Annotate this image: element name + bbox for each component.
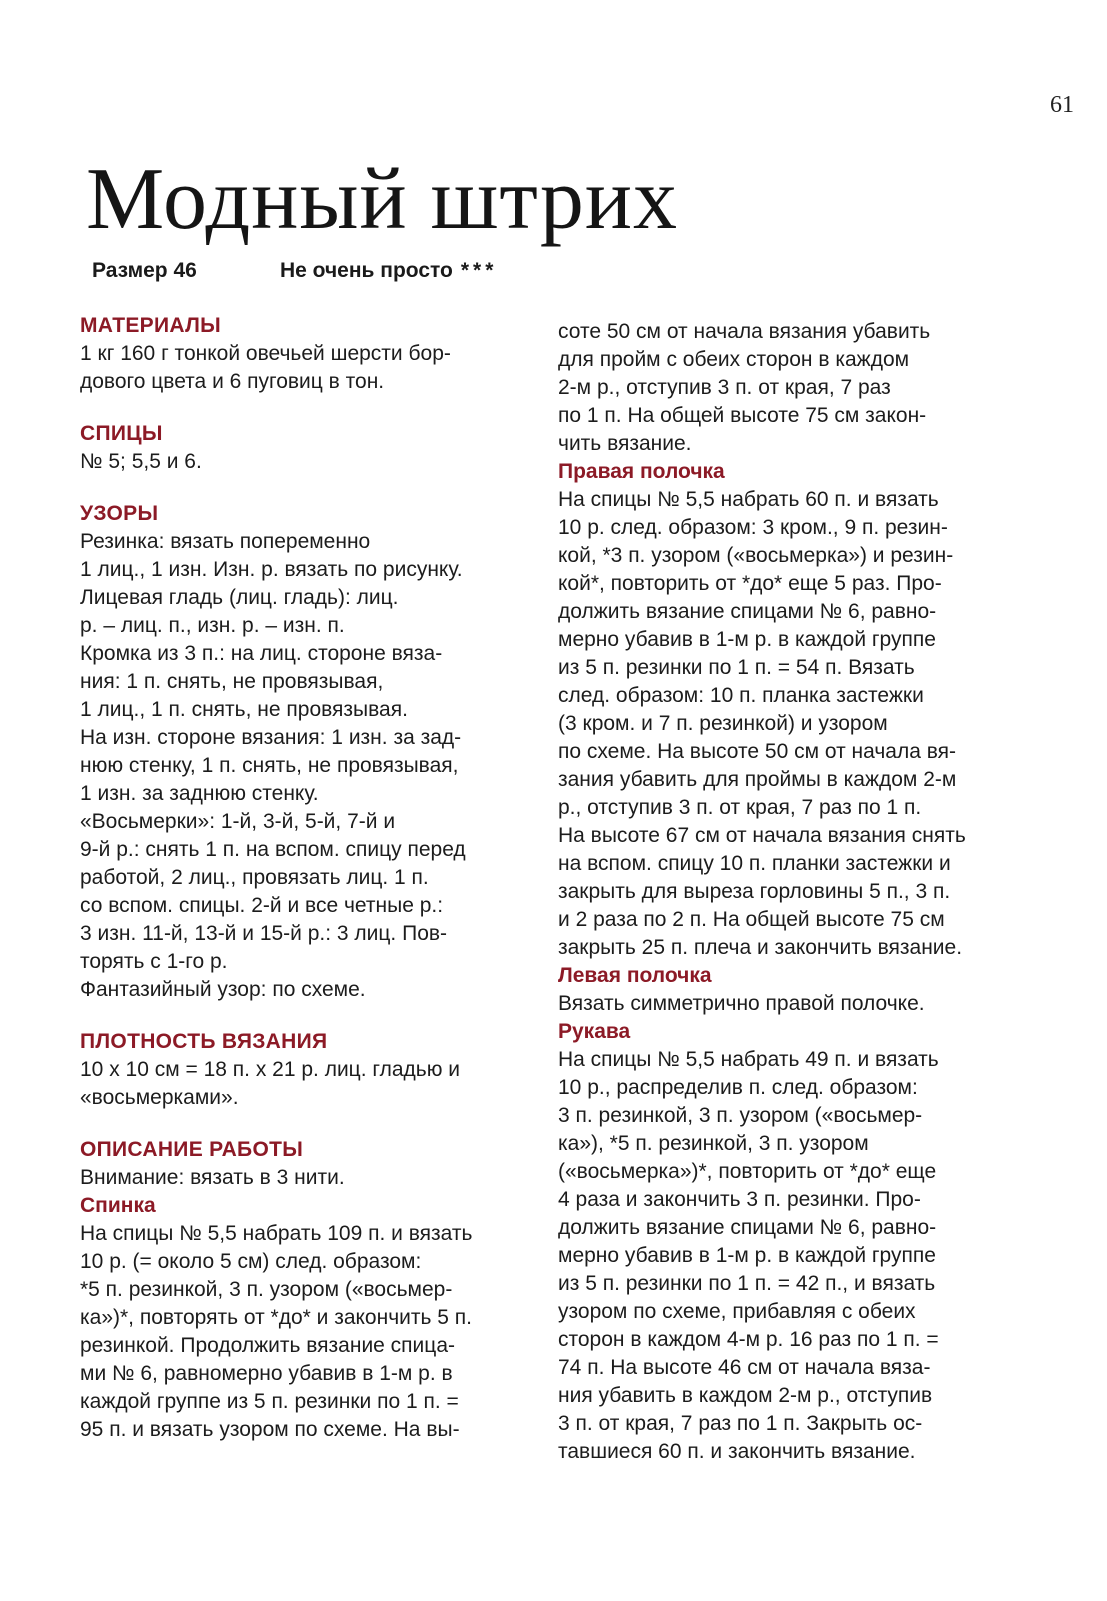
- text-line: ка»), *5 п. резинкой, 3 п. узором: [558, 1132, 869, 1155]
- back-text: [80, 1220, 535, 1444]
- difficulty-label: [280, 258, 497, 284]
- sleeves-heading: Рукава: [558, 1020, 631, 1043]
- materials-section: [80, 312, 535, 396]
- left-column: [80, 312, 535, 1444]
- text-line: № 5; 5,5 и 6.: [80, 450, 202, 473]
- back-text-continued: [558, 318, 1018, 458]
- text-line: 9-й р.: снять 1 п. на вспом. спицу перед: [80, 838, 466, 861]
- text-line: должить вязание спицами № 6, равно-: [558, 600, 937, 623]
- text-line: дового цвета и 6 пуговиц в тон.: [80, 370, 385, 393]
- text-line: На высоте 67 см от начала вязания снять: [558, 824, 966, 847]
- text-line: торять с 1-го р.: [80, 950, 228, 973]
- size-label: Размер 46: [92, 259, 197, 282]
- text-line: Вязать симметрично правой полочке.: [558, 992, 925, 1015]
- text-line: «восьмерками».: [80, 1086, 239, 1109]
- text-line: р., отступив 3 п. от края, 7 раз по 1 п.: [558, 796, 922, 819]
- text-line: ми № 6, равномерно убавив в 1-м р. в: [80, 1362, 453, 1385]
- text-line: работой, 2 лиц., провязать лиц. 1 п.: [80, 866, 429, 889]
- back-heading: Спинка: [80, 1194, 156, 1217]
- density-heading: ПЛОТНОСТЬ ВЯЗАНИЯ: [80, 1030, 328, 1053]
- description-section: [80, 1136, 535, 1444]
- text-line: На изн. стороне вязания: 1 изн. за зад-: [80, 726, 462, 749]
- text-line: 74 п. На высоте 46 см от начала вяза-: [558, 1356, 931, 1379]
- sleeves-text: [558, 1046, 1018, 1466]
- text-line: кой, *3 п. узором («восьмерка») и резин-: [558, 544, 954, 567]
- text-line: ния убавить в каждом 2-м р., отступив: [558, 1384, 933, 1407]
- text-line: ка»)*, повторять от *до* и закончить 5 п.: [80, 1306, 472, 1329]
- text-line: и 2 раза по 2 п. На общей высоте 75 см: [558, 908, 945, 931]
- text-line: Лицевая гладь (лиц. гладь): лиц.: [80, 586, 399, 609]
- text-line: «Восьмерки»: 1-й, 3-й, 5-й, 7-й и: [80, 810, 396, 833]
- needles-text: [80, 448, 535, 476]
- text-line: р. – лиц. п., изн. р. – изн. п.: [80, 614, 345, 637]
- text-line: кой*, повторить от *до* еще 5 раз. Про-: [558, 572, 942, 595]
- text-line: 2-м р., отступив 3 п. от края, 7 раз: [558, 376, 891, 399]
- text-line: 4 раза и закончить 3 п. резинки. Про-: [558, 1188, 921, 1211]
- text-line: узором по схеме, прибавляя с обеих: [558, 1300, 916, 1323]
- page-title: Модный штрих: [86, 151, 678, 248]
- text-line: каждой группе из 5 п. резинки по 1 п. =: [80, 1390, 459, 1413]
- text-line: На спицы № 5,5 набрать 60 п. и вязать: [558, 488, 939, 511]
- text-line: со вспом. спицы. 2-й и все четные р.:: [80, 894, 444, 917]
- text-line: 3 п. резинкой, 3 п. узором («восьмер-: [558, 1104, 923, 1127]
- density-section: [80, 1028, 535, 1112]
- text-line: на вспом. спицу 10 п. планки застежки и: [558, 852, 951, 875]
- text-line: след. образом: 10 п. планка застежки: [558, 684, 924, 707]
- text-line: по схеме. На высоте 50 см от начала вя-: [558, 740, 957, 763]
- text-line: На спицы № 5,5 набрать 49 п. и вязать: [558, 1048, 939, 1071]
- text-line: по 1 п. На общей высоте 75 см закон-: [558, 404, 927, 427]
- text-line: 3 п. от края, 7 раз по 1 п. Закрыть ос-: [558, 1412, 923, 1435]
- difficulty-stars: ***: [460, 259, 498, 282]
- text-line: из 5 п. резинки по 1 п. = 54 п. Вязать: [558, 656, 915, 679]
- text-line: (3 кром. и 7 п. резинкой) и узором: [558, 712, 888, 735]
- right-front-text: [558, 486, 1018, 962]
- needles-section: [80, 420, 535, 476]
- patterns-section: [80, 500, 535, 1004]
- text-line: сторон в каждом 4-м р. 16 раз по 1 п. =: [558, 1328, 939, 1351]
- difficulty-text: Не очень просто: [280, 259, 453, 282]
- right-column: [558, 318, 1018, 1466]
- text-line: соте 50 см от начала вязания убавить: [558, 320, 931, 343]
- description-note: Внимание: вязать в 3 нити.: [80, 1166, 345, 1189]
- left-front-heading: Левая полочка: [558, 964, 712, 987]
- text-line: 1 лиц., 1 изн. Изн. р. вязать по рисунку.: [80, 558, 463, 581]
- patterns-heading: УЗОРЫ: [80, 502, 159, 525]
- text-line: 1 кг 160 г тонкой овечьей шерсти бор-: [80, 342, 451, 365]
- text-line: *5 п. резинкой, 3 п. узором («восьмер-: [80, 1278, 453, 1301]
- text-line: тавшиеся 60 п. и закончить вязание.: [558, 1440, 916, 1463]
- materials-heading: МАТЕРИАЛЫ: [80, 314, 221, 337]
- text-line: 10 х 10 см = 18 п. х 21 р. лиц. гладью и: [80, 1058, 461, 1081]
- text-line: закрыть для выреза горловины 5 п., 3 п.: [558, 880, 951, 903]
- text-line: для пройм с обеих сторон в каждом: [558, 348, 910, 371]
- text-line: На спицы № 5,5 набрать 109 п. и вязать: [80, 1222, 473, 1245]
- text-line: («восьмерка»)*, повторить от *до* еще: [558, 1160, 937, 1183]
- text-line: 10 р. след. образом: 3 кром., 9 п. резин-: [558, 516, 948, 539]
- text-line: Кромка из 3 п.: на лиц. стороне вяза-: [80, 642, 443, 665]
- left-front-text: [558, 990, 1018, 1018]
- density-text: [80, 1056, 535, 1112]
- text-line: зания убавить для проймы в каждом 2-м: [558, 768, 957, 791]
- patterns-text: [80, 528, 535, 1004]
- text-line: из 5 п. резинки по 1 п. = 42 п., и вязать: [558, 1272, 936, 1295]
- text-line: должить вязание спицами № 6, равно-: [558, 1216, 937, 1239]
- text-line: 10 р., распределив п. след. образом:: [558, 1076, 918, 1099]
- text-line: 3 изн. 11-й, 13-й и 15-й р.: 3 лиц. Пов-: [80, 922, 448, 945]
- description-heading: ОПИСАНИЕ РАБОТЫ: [80, 1138, 304, 1161]
- materials-text: [80, 340, 535, 396]
- text-line: резинкой. Продолжить вязание спица-: [80, 1334, 455, 1357]
- page-number: 61: [1050, 92, 1074, 118]
- text-line: мерно убавив в 1-м р. в каждой группе: [558, 628, 936, 651]
- right-front-heading: Правая полочка: [558, 460, 725, 483]
- text-line: 95 п. и вязать узором по схеме. На вы-: [80, 1418, 460, 1441]
- text-line: закрыть 25 п. плеча и закончить вязание.: [558, 936, 963, 959]
- text-line: 1 лиц., 1 п. снять, не провязывая.: [80, 698, 408, 721]
- text-line: нюю стенку, 1 п. снять, не провязывая,: [80, 754, 459, 777]
- text-line: мерно убавив в 1-м р. в каждой группе: [558, 1244, 936, 1267]
- text-line: Фантазийный узор: по схеме.: [80, 978, 366, 1001]
- text-line: ния: 1 п. снять, не провязывая,: [80, 670, 384, 693]
- text-line: 1 изн. за заднюю стенку.: [80, 782, 319, 805]
- needles-heading: СПИЦЫ: [80, 422, 163, 445]
- text-line: чить вязание.: [558, 432, 692, 455]
- text-line: 10 р. (= около 5 см) след. образом:: [80, 1250, 422, 1273]
- text-line: Резинка: вязать попеременно: [80, 530, 371, 553]
